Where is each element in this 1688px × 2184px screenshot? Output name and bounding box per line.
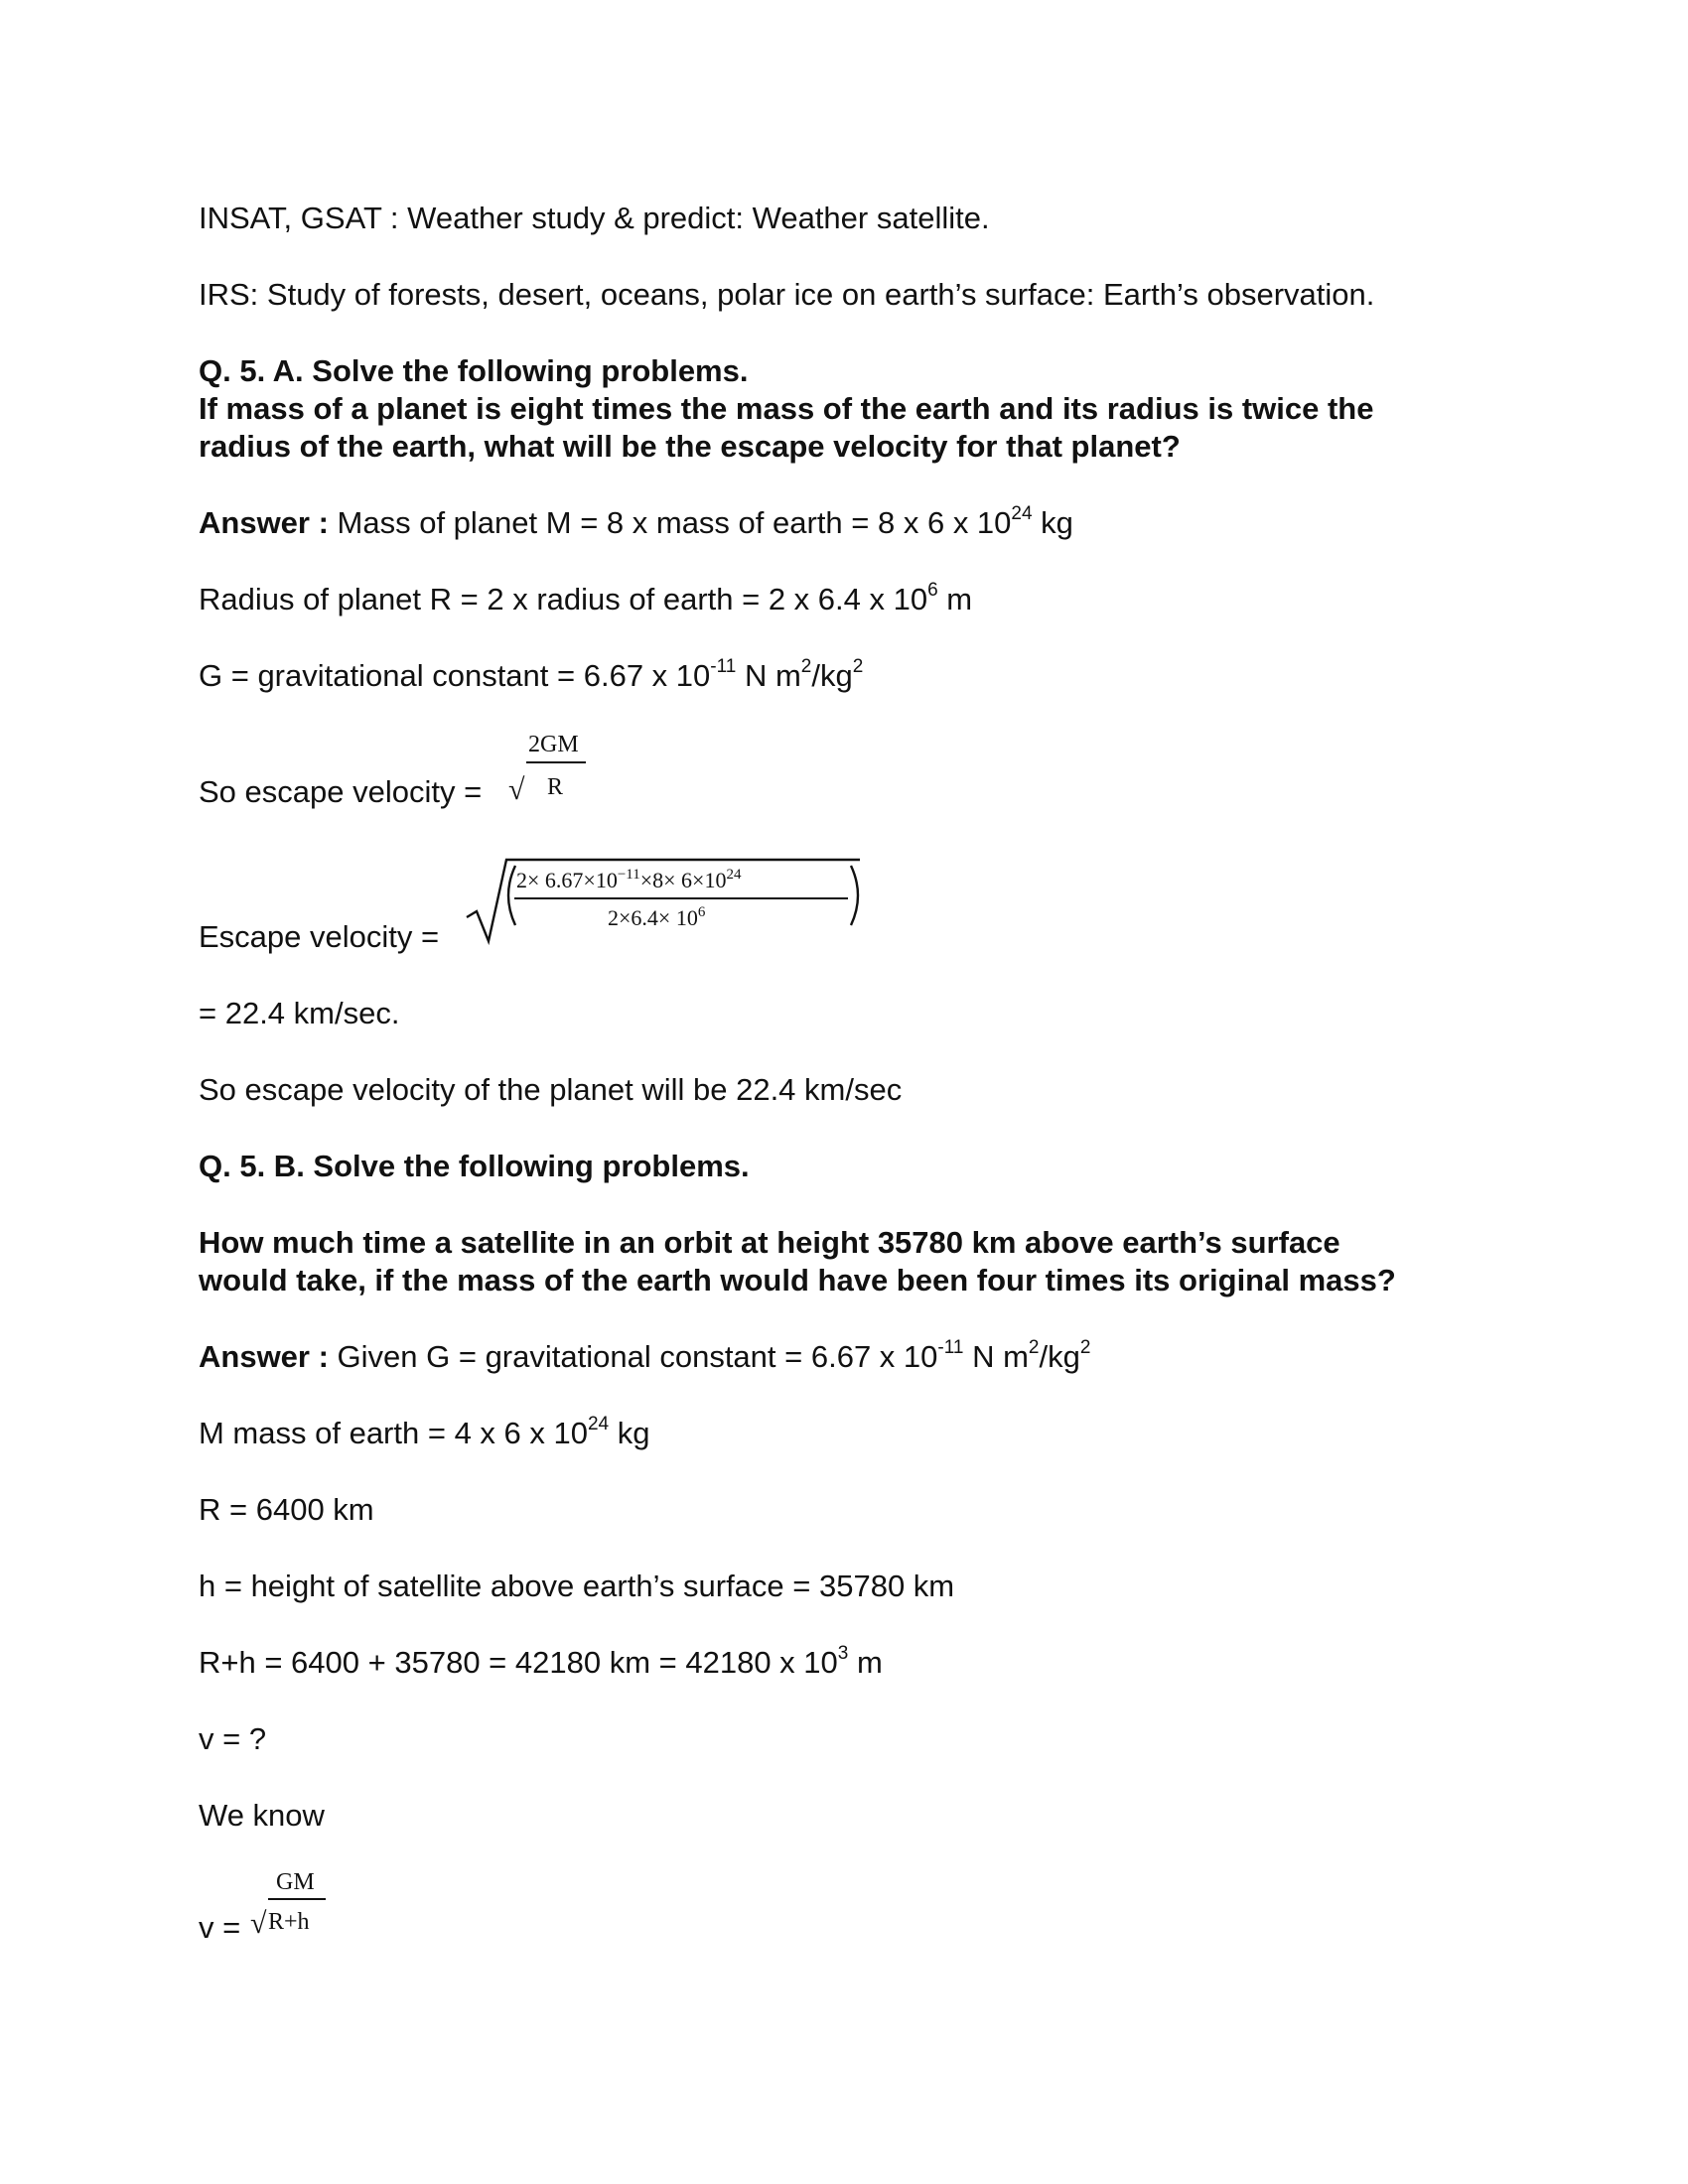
answer-label: Answer : (199, 1339, 329, 1374)
q5b-g-line: Answer : Given G = gravitational constant = 6.67 x $10^{-11}$ N $m^2/kg^2$ (199, 1337, 1091, 1374)
q5b-rh-line: R+h = 6400 + 35780 = 42180 km = 42180 x $10^3$ m (199, 1643, 883, 1680)
escape-formula-label: So escape velocity = (199, 774, 483, 809)
q5a-question-line2: radius of the earth, what will be the escape velocity for that planet? (199, 429, 1181, 464)
q5b-question-line2: would take, if the mass of the earth would have been four times its original mass? (199, 1263, 1396, 1297)
escape-formula-numerator: 2GM (528, 732, 579, 757)
q5b-heading: Q. 5. B. Solve the following problems. (199, 1149, 750, 1183)
insat-line (199, 203, 990, 233)
irs-text: IRS: Study of forests, desert, oceans, polar ice on earth’s surface: Earth’s observation. (199, 277, 1375, 312)
escape-calc-label: Escape velocity = (199, 919, 440, 954)
fraction-bar (526, 761, 586, 763)
fraction-bar (268, 1898, 326, 1900)
answer-label: Answer : (199, 505, 329, 540)
escape-calc-numerator: $2\times 6.67\times 10^{-11}\times 8\times 6\times 10^{24}$ (516, 867, 742, 892)
q5b-v-unknown: v = ? (199, 1721, 267, 1756)
irs-line (199, 279, 1374, 310)
q5b-h-line: h = height of satellite above earth’s surface = 35780 km (199, 1569, 955, 1603)
q5a-mass-line: Answer : Mass of planet M = 8 x mass of earth = 8 x 6 x $10^{24}$ kg (199, 503, 1073, 540)
q5a-conclusion: So escape velocity of the planet will be 22.4 km/sec (199, 1072, 903, 1107)
v-formula-label: v = (199, 1910, 241, 1945)
q5b-mass-line: M mass of earth = 4 x 6 x $10^{24}$ kg (199, 1414, 650, 1450)
q5b-question-line1: How much time a satellite in an orbit at height 35780 km above earth’s surface (199, 1225, 1340, 1260)
q5a-g-line: G = gravitational constant = 6.67 x $10^{-11}$ N $m^2/kg^2$ (199, 656, 864, 693)
escape-formula-denominator: R (547, 774, 564, 800)
fraction-bar (514, 897, 848, 899)
radical-icon: √ (250, 1907, 267, 1940)
q5b-r-line: R = 6400 km (199, 1492, 374, 1527)
escape-calc-denominator: $2\times 6.4\times 10^6$ (608, 904, 706, 930)
radical-icon: √ (508, 773, 525, 806)
v-formula-denominator: R+h (268, 1909, 310, 1935)
q5b-we-know: We know (199, 1798, 325, 1833)
q5a-question-line1: If mass of a planet is eight times the mass of the earth and its radius is twice the (199, 391, 1374, 426)
v-formula-numerator: GM (276, 1869, 315, 1895)
q5a-radius-line: Radius of planet R = 2 x radius of earth = 2 x 6.4 x $10^6$ m (199, 580, 973, 616)
escape-result: = 22.4 km/sec. (199, 996, 400, 1030)
q5a-heading: Q. 5. A. Solve the following problems. (199, 353, 749, 388)
insat-text: INSAT, GSAT : Weather study & predict: Weather satellite. (199, 201, 990, 235)
